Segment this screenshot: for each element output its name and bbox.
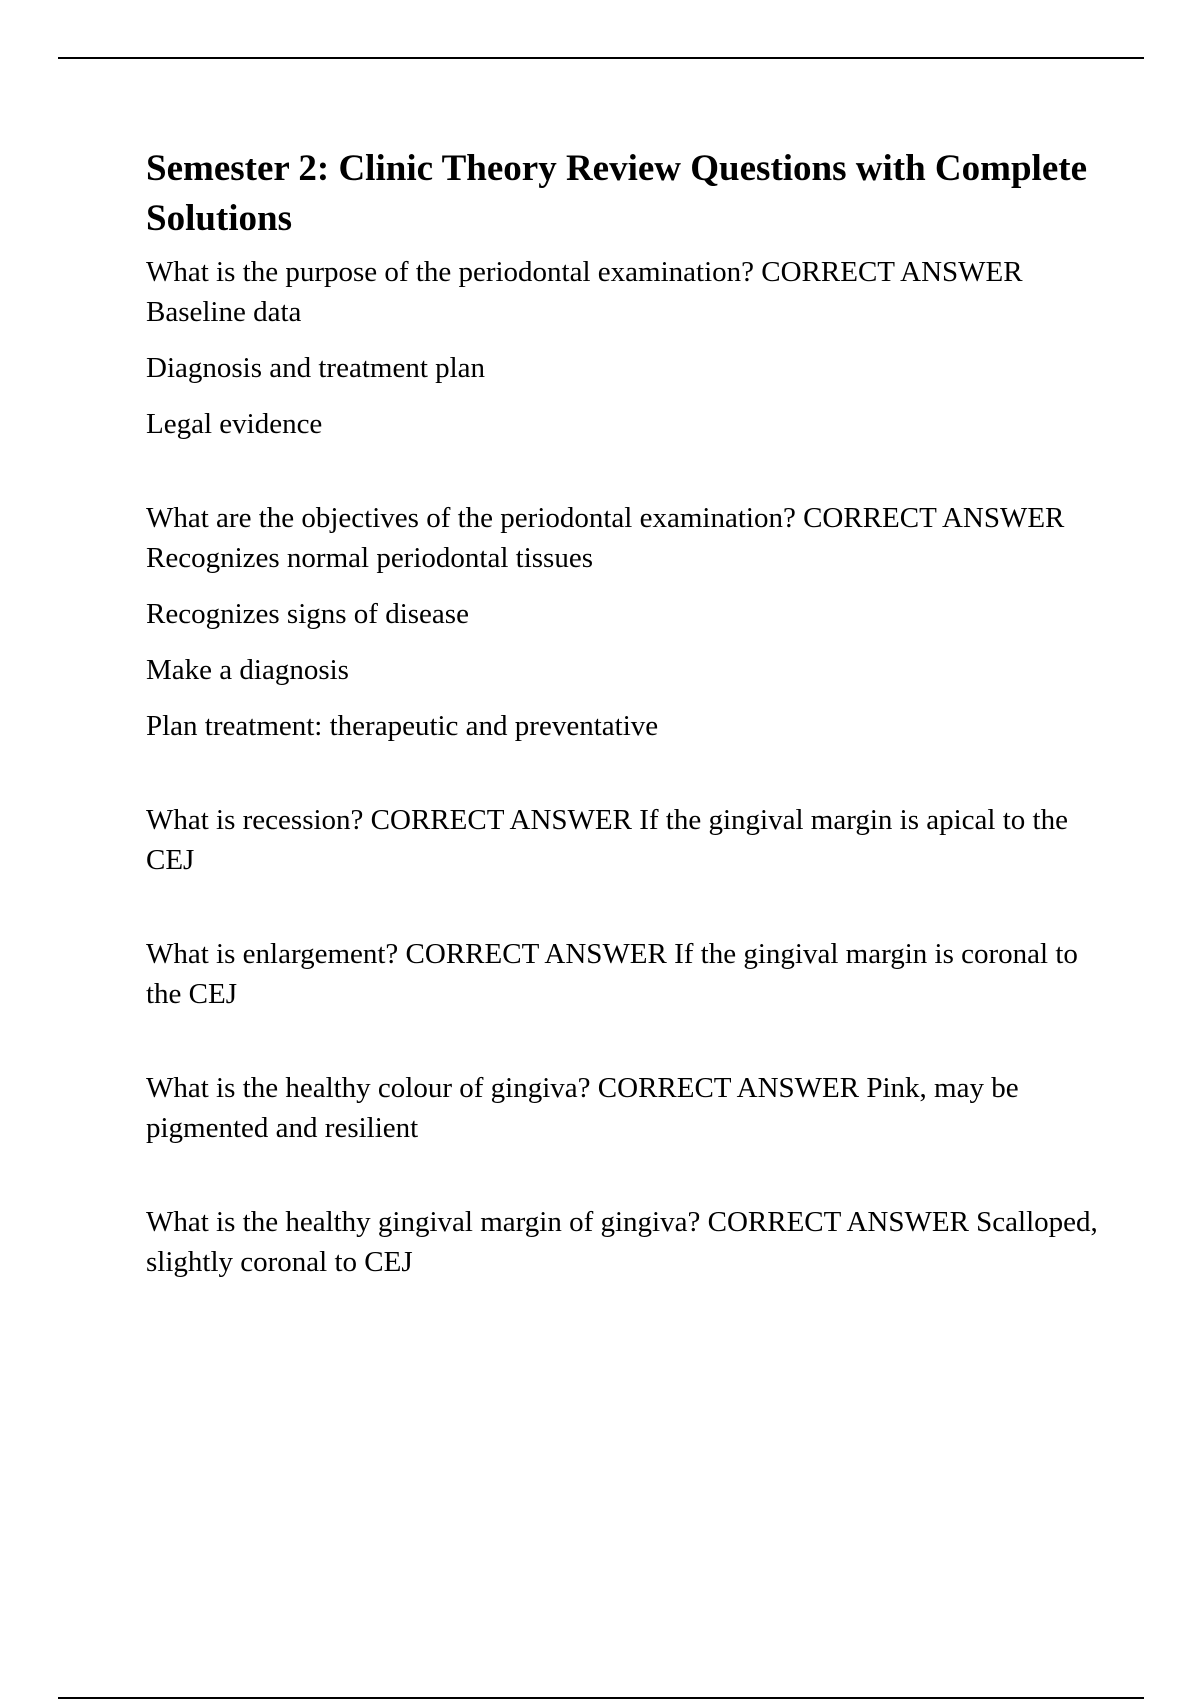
qa-question: What is the healthy gingival margin of gingiva? CORRECT ANSWER Scalloped, slightly coronal to CEJ: [146, 1206, 1098, 1278]
qa-question: What is enlargement? CORRECT ANSWER If the gingival margin is coronal to the CEJ: [146, 938, 1078, 1010]
qa-question: What is the healthy colour of gingiva? CORRECT ANSWER Pink, may be pigmented and resilient: [146, 1072, 1019, 1144]
document-title: Semester 2: Clinic Theory Review Questions with Complete Solutions: [146, 148, 1087, 239]
qa-item-4: [146, 934, 1106, 1014]
qa-item-5: [146, 1068, 1106, 1148]
document-body: [146, 144, 1106, 1298]
qa-item-6: [146, 1202, 1106, 1282]
qa-answer-line: Legal evidence: [146, 408, 323, 440]
header-rule: [58, 57, 1144, 59]
qa-answer-line: Plan treatment: therapeutic and preventative: [146, 710, 659, 742]
qa-answer-line: Diagnosis and treatment plan: [146, 352, 486, 384]
qa-answer-line: Make a diagnosis: [146, 654, 349, 686]
qa-item-1: [146, 252, 1106, 444]
qa-question: What is the purpose of the periodontal examination? CORRECT ANSWER Baseline data: [146, 256, 1023, 328]
qa-question: What are the objectives of the periodontal examination? CORRECT ANSWER Recognizes normal periodontal tissues: [146, 502, 1065, 574]
footer-rule: [58, 1697, 1144, 1699]
qa-item-3: [146, 800, 1106, 880]
qa-item-2: [146, 498, 1106, 746]
qa-answer-line: Recognizes signs of disease: [146, 598, 469, 630]
qa-question: What is recession? CORRECT ANSWER If the gingival margin is apical to the CEJ: [146, 804, 1068, 876]
